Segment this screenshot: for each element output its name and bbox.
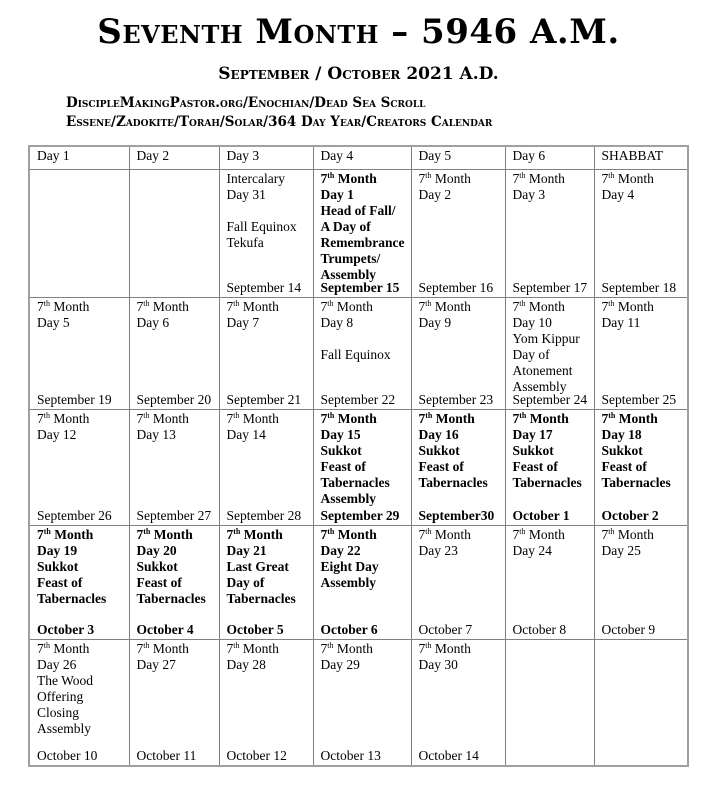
day-number: Day 7 — [226, 314, 260, 330]
day-number: Day 20 — [136, 542, 177, 558]
month-number: 7 — [226, 298, 234, 314]
gregorian-date: October 5 — [226, 621, 284, 637]
event-text: Tabernacles — [320, 474, 390, 490]
month-label — [513, 171, 588, 187]
calendar-cell-empty — [29, 169, 129, 297]
event-text: Tabernacles — [37, 590, 107, 606]
ordinal-suffix: th — [425, 640, 432, 650]
gregorian-date: October 13 — [320, 748, 381, 763]
calendar-day-cell — [219, 525, 313, 639]
calendar-week-row — [29, 639, 688, 766]
event-text: Feast of — [418, 458, 464, 474]
month-label — [513, 411, 588, 427]
day-number: Day 8 — [320, 314, 354, 330]
month-label — [321, 641, 405, 657]
ordinal-suffix: th — [143, 410, 150, 420]
calendar-day-cell — [313, 409, 411, 525]
ordinal-suffix: th — [425, 170, 432, 180]
calendar-day-cell — [219, 169, 313, 297]
calendar-day-cell — [505, 525, 594, 639]
column-header: Day 5 — [411, 146, 505, 169]
calendar-day-cell — [313, 639, 411, 766]
ordinal-suffix: th — [608, 410, 616, 420]
month-word: Month — [617, 298, 654, 314]
ordinal-suffix: th — [519, 526, 526, 536]
event-text: Day of — [512, 346, 550, 362]
month-word: Month — [434, 526, 471, 542]
month-word: Month — [434, 298, 471, 314]
month-word: Month — [337, 410, 377, 426]
month-number: 7 — [601, 170, 609, 186]
ordinal-suffix: th — [233, 526, 241, 536]
calendar-day-cell — [505, 169, 594, 297]
month-number: 7 — [320, 170, 328, 186]
month-label — [602, 171, 682, 187]
event-text: Sukkot — [320, 442, 362, 458]
day-number: Day 19 — [37, 542, 78, 558]
event-text: Tabernacles — [512, 474, 582, 490]
gregorian-date: September 16 — [418, 279, 494, 295]
event-text: Tabernacles — [136, 590, 206, 606]
month-label — [321, 527, 405, 543]
month-label — [321, 411, 405, 427]
day-number: Day 17 — [512, 426, 553, 442]
calendar-day-cell — [219, 297, 313, 409]
ordinal-suffix: th — [327, 526, 335, 536]
gregorian-date: September 26 — [37, 507, 112, 523]
day-number: Day 6 — [136, 314, 170, 330]
gregorian-date: October 10 — [37, 748, 98, 763]
month-number: 7 — [320, 526, 328, 542]
tagline-line-1: DiscipleMakingPastor.org/Enochian/Dead Sea Scroll — [66, 95, 426, 111]
month-number: 7 — [320, 640, 328, 656]
month-label — [37, 527, 123, 543]
ordinal-suffix: th — [425, 298, 432, 308]
month-word: Month — [152, 410, 189, 426]
column-header: SHABBAT — [594, 146, 688, 169]
event-text: Tabernacles — [601, 474, 671, 490]
day-number: Day 29 — [320, 656, 360, 672]
event-text: Eight Day — [320, 558, 379, 574]
month-number: 7 — [418, 170, 426, 186]
event-text: Closing — [37, 704, 80, 720]
gregorian-date: September 19 — [37, 391, 112, 407]
ordinal-suffix: th — [143, 640, 150, 650]
month-word: Month — [435, 410, 475, 426]
month-word: Month — [618, 410, 658, 426]
gregorian-date: October 6 — [320, 621, 378, 637]
gregorian-date: September 27 — [136, 507, 212, 523]
gregorian-date: September 28 — [226, 507, 302, 523]
gregorian-date: September 22 — [320, 391, 396, 407]
day-number: Day 9 — [418, 314, 452, 330]
column-header: Day 3 — [219, 146, 313, 169]
event-text: Tabernacles — [226, 590, 296, 606]
gregorian-date: September 20 — [136, 391, 212, 407]
event-text: Atonement — [512, 362, 573, 378]
month-label — [37, 411, 123, 427]
ordinal-suffix: th — [327, 410, 335, 420]
calendar-day-cell — [29, 297, 129, 409]
event-text: Head of Fall/ — [320, 202, 396, 218]
month-number: 7 — [136, 410, 144, 426]
ordinal-suffix: th — [519, 298, 526, 308]
month-number: 7 — [418, 298, 426, 314]
month-label — [419, 411, 499, 427]
day-number: Day 27 — [136, 656, 176, 672]
gregorian-date: October 4 — [136, 621, 194, 637]
month-label — [137, 411, 213, 427]
ordinal-suffix: th — [43, 640, 50, 650]
day-number: Day 23 — [418, 542, 458, 558]
event-text: Offering — [37, 688, 84, 704]
ordinal-suffix: th — [43, 526, 51, 536]
month-number: 7 — [37, 640, 44, 656]
event-text: Assembly — [320, 266, 377, 282]
event-text: Feast of — [601, 458, 647, 474]
ordinal-suffix: th — [425, 410, 433, 420]
event-text: Last Great — [226, 558, 289, 574]
month-word: Month — [152, 298, 189, 314]
gregorian-date: September 24 — [512, 391, 588, 407]
day-number: Day 25 — [601, 542, 641, 558]
month-number: 7 — [418, 526, 426, 542]
event-text: Day 31 — [226, 186, 266, 202]
ordinal-suffix: th — [143, 298, 150, 308]
month-number: 7 — [37, 410, 44, 426]
calendar-cell-empty — [505, 639, 594, 766]
day-number: Day 16 — [418, 426, 459, 442]
month-word: Month — [337, 170, 377, 186]
month-number: 7 — [226, 410, 234, 426]
month-word: Month — [53, 298, 90, 314]
month-label — [37, 641, 123, 657]
calendar-table — [28, 145, 689, 767]
month-word: Month — [434, 640, 471, 656]
event-text: Feast of — [37, 574, 83, 590]
month-label — [513, 299, 588, 315]
event-text: Fall Equinox — [226, 218, 297, 234]
calendar-day-cell — [411, 409, 505, 525]
calendar-day-cell — [129, 525, 219, 639]
month-label — [227, 641, 307, 657]
month-label — [137, 527, 213, 543]
month-word: Month — [243, 526, 283, 542]
day-number: Day 10 — [512, 314, 552, 330]
month-word: Month — [336, 298, 373, 314]
month-label — [227, 299, 307, 315]
month-number: 7 — [37, 298, 44, 314]
month-label — [321, 171, 405, 187]
month-word: Month — [528, 526, 565, 542]
month-number: 7 — [418, 410, 426, 426]
column-header: Day 4 — [313, 146, 411, 169]
event-text: Fall Equinox — [320, 346, 391, 362]
column-header: Day 6 — [505, 146, 594, 169]
month-label — [419, 171, 499, 187]
gregorian-date: October 2 — [601, 507, 659, 523]
month-number: 7 — [601, 526, 609, 542]
event-text: The Wood — [37, 672, 94, 688]
event-text: Remembrance — [320, 234, 405, 250]
month-number: 7 — [226, 526, 234, 542]
gregorian-date: September 29 — [320, 507, 400, 523]
gregorian-date: September 21 — [226, 391, 302, 407]
calendar-header-row — [29, 146, 688, 169]
day-number: Day 22 — [320, 542, 361, 558]
month-word: Month — [54, 526, 94, 542]
ordinal-suffix: th — [143, 526, 151, 536]
day-number: Day 24 — [512, 542, 552, 558]
ordinal-suffix: th — [519, 170, 526, 180]
gregorian-date: September30 — [418, 507, 495, 523]
gregorian-date: October 3 — [37, 621, 95, 637]
event-text: Sukkot — [418, 442, 460, 458]
ordinal-suffix: th — [43, 410, 50, 420]
calendar-week-row — [29, 409, 688, 525]
month-label — [419, 527, 499, 543]
ordinal-suffix: th — [233, 298, 240, 308]
month-number: 7 — [136, 298, 144, 314]
calendar-cell-empty — [129, 169, 219, 297]
month-word: Month — [528, 170, 565, 186]
month-label — [602, 527, 682, 543]
gregorian-date: October 1 — [512, 507, 570, 523]
calendar-day-cell — [594, 525, 688, 639]
month-word: Month — [153, 526, 193, 542]
event-text: Sukkot — [601, 442, 643, 458]
event-text: Assembly — [320, 490, 377, 506]
calendar-day-cell — [29, 409, 129, 525]
day-number: Day 26 — [37, 656, 77, 672]
month-number: 7 — [418, 640, 426, 656]
event-text: A Day of — [320, 218, 371, 234]
month-label — [137, 641, 213, 657]
month-word: Month — [53, 640, 90, 656]
calendar-day-cell — [313, 525, 411, 639]
month-number: 7 — [601, 410, 609, 426]
calendar-day-cell — [505, 409, 594, 525]
ordinal-suffix: th — [233, 640, 240, 650]
ordinal-suffix: th — [608, 298, 615, 308]
month-label — [137, 299, 213, 315]
month-number: 7 — [512, 298, 520, 314]
event-text — [321, 331, 405, 347]
month-word: Month — [337, 526, 377, 542]
month-word: Month — [242, 298, 279, 314]
month-label — [602, 299, 682, 315]
event-text: Sukkot — [512, 442, 554, 458]
month-label — [227, 527, 307, 543]
day-number: Day 12 — [37, 426, 77, 442]
month-word: Month — [434, 170, 471, 186]
day-number: Day 11 — [601, 314, 641, 330]
event-text: Sukkot — [136, 558, 178, 574]
day-number: Day 3 — [512, 186, 546, 202]
day-number: Day 18 — [601, 426, 642, 442]
calendar-day-cell — [129, 639, 219, 766]
event-text: Feast of — [512, 458, 558, 474]
calendar-week-row — [29, 525, 688, 639]
calendar-day-cell — [594, 169, 688, 297]
month-word: Month — [242, 640, 279, 656]
ordinal-suffix: th — [327, 298, 334, 308]
tagline-line-2: Essene/Zadokite/Torah/Solar/364 Day Year/Creators Calendar — [66, 114, 493, 130]
event-text: Feast of — [320, 458, 366, 474]
day-number: Day 5 — [37, 314, 70, 330]
month-word: Month — [336, 640, 373, 656]
gregorian-date: September 14 — [226, 279, 302, 295]
day-number: Day 21 — [226, 542, 267, 558]
event-text — [227, 203, 307, 219]
gregorian-date: October 8 — [512, 621, 567, 637]
day-number: Day 15 — [320, 426, 361, 442]
month-number: 7 — [601, 298, 609, 314]
ordinal-suffix: th — [43, 298, 50, 308]
calendar-week-row — [29, 169, 688, 297]
gregorian-date: October 12 — [226, 748, 287, 763]
calendar-day-cell — [594, 409, 688, 525]
calendar-day-cell — [219, 639, 313, 766]
month-label — [419, 299, 499, 315]
month-word: Month — [53, 410, 90, 426]
ordinal-suffix: th — [608, 526, 615, 536]
month-word: Month — [617, 526, 654, 542]
month-label — [37, 299, 123, 315]
calendar-day-cell — [29, 639, 129, 766]
month-number: 7 — [136, 640, 144, 656]
month-label — [513, 527, 588, 543]
event-text: Yom Kippur — [512, 330, 580, 346]
tagline — [66, 94, 492, 132]
event-text: Day of — [226, 574, 265, 590]
ordinal-suffix: th — [327, 170, 335, 180]
day-number: Day 13 — [136, 426, 176, 442]
event-text: Tekufa — [226, 234, 264, 250]
calendar-day-cell — [313, 297, 411, 409]
gregorian-date: September 23 — [418, 391, 494, 407]
gregorian-date: October 9 — [601, 621, 656, 637]
day-number: Day 28 — [226, 656, 266, 672]
calendar-day-cell — [411, 169, 505, 297]
gregorian-date: October 7 — [418, 621, 473, 637]
ordinal-suffix: th — [608, 170, 615, 180]
month-label — [419, 641, 499, 657]
ordinal-suffix: th — [327, 640, 334, 650]
gregorian-date: October 11 — [136, 748, 197, 763]
month-word: Month — [152, 640, 189, 656]
month-word: Month — [529, 410, 569, 426]
calendar-day-cell — [411, 639, 505, 766]
day-number: Intercalary — [226, 170, 285, 186]
day-number: Day 14 — [226, 426, 266, 442]
day-number: Day 2 — [418, 186, 452, 202]
calendar-week-row — [29, 297, 688, 409]
calendar-day-cell — [411, 525, 505, 639]
page-subtitle: September / October 2021 A.D. — [218, 64, 499, 84]
calendar-day-cell — [219, 409, 313, 525]
month-word: Month — [242, 410, 279, 426]
month-number: 7 — [320, 298, 328, 314]
gregorian-date: October 14 — [418, 748, 479, 763]
month-number: 7 — [320, 410, 328, 426]
column-header: Day 1 — [29, 146, 129, 169]
day-number: Day 4 — [601, 186, 635, 202]
month-number: 7 — [226, 640, 234, 656]
calendar-cell-empty — [594, 639, 688, 766]
ordinal-suffix: th — [519, 410, 527, 420]
ordinal-suffix: th — [425, 526, 432, 536]
event-text: Assembly — [512, 378, 567, 394]
page-title: Seventh Month – 5946 A.M. — [97, 12, 620, 52]
gregorian-date: September 15 — [320, 279, 400, 295]
month-label — [227, 411, 307, 427]
calendar-day-cell — [29, 525, 129, 639]
column-header: Day 2 — [129, 146, 219, 169]
event-text: Assembly — [37, 720, 91, 736]
event-text: Feast of — [136, 574, 182, 590]
gregorian-date: September 18 — [601, 279, 677, 295]
month-number: 7 — [37, 526, 44, 542]
day-number: Day 30 — [418, 656, 458, 672]
month-label — [602, 411, 682, 427]
calendar-day-cell — [313, 169, 411, 297]
event-text: Sukkot — [37, 558, 79, 574]
event-text: Tabernacles — [418, 474, 488, 490]
month-word: Month — [528, 298, 565, 314]
calendar-day-cell — [411, 297, 505, 409]
calendar-day-cell — [129, 409, 219, 525]
month-number: 7 — [512, 410, 520, 426]
calendar-day-cell — [594, 297, 688, 409]
month-label — [321, 299, 405, 315]
event-text: Trumpets/ — [320, 250, 381, 266]
month-number: 7 — [512, 170, 520, 186]
event-text: Assembly — [320, 574, 377, 590]
ordinal-suffix: th — [233, 410, 240, 420]
gregorian-date: September 17 — [512, 279, 588, 295]
calendar-day-cell — [505, 297, 594, 409]
month-word: Month — [617, 170, 654, 186]
month-number: 7 — [136, 526, 144, 542]
calendar-day-cell — [129, 297, 219, 409]
gregorian-date: September 25 — [601, 391, 677, 407]
day-number: Day 1 — [320, 186, 354, 202]
month-number: 7 — [512, 526, 520, 542]
